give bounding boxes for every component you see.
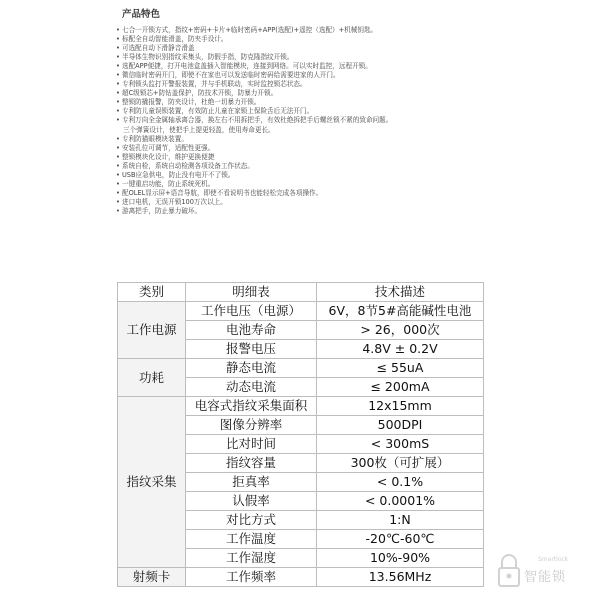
table-row bbox=[118, 568, 484, 587]
spec-cell: 1:N bbox=[317, 511, 484, 530]
feature-item: • 专利锁头监打开警报装置，并与手机联动，实时监控锁芯状态。 bbox=[116, 80, 307, 89]
item-cell: 报警电压 bbox=[186, 340, 317, 359]
table-header-row bbox=[118, 283, 484, 302]
watermark-text: 智能锁 bbox=[524, 570, 567, 585]
spec-cell: ≤ 200mA bbox=[317, 378, 484, 397]
spec-cell: ≤ 55uA bbox=[317, 359, 484, 378]
header-item: 明细表 bbox=[186, 283, 317, 302]
spec-cell: -20℃-60℃ bbox=[317, 530, 484, 549]
section-title: 产品特色 bbox=[122, 9, 161, 20]
feature-item: • 超C级锁芯+防钻盖保护，防技术开锁，防暴力开锁。 bbox=[116, 89, 278, 98]
spec-cell: 13.56MHz bbox=[317, 568, 484, 587]
item-cell: 工作频率 bbox=[186, 568, 317, 587]
table-row bbox=[118, 397, 484, 416]
spec-cell: 10%-90% bbox=[317, 549, 484, 568]
feature-item: • 标配全自动智能滑盖，防夹手设计。 bbox=[116, 35, 228, 44]
feature-item: • 七合一开锁方式，指纹+密码+卡片+临时密码+APP(选配)+遥控（选配）+机械钥匙。 bbox=[116, 26, 378, 34]
feature-item-continued: 三个弹簧设计，使把手上提更轻盈，使用寿命更长。 bbox=[123, 125, 275, 134]
spec-cell: 500DPI bbox=[317, 416, 484, 435]
watermark bbox=[494, 546, 594, 596]
header-category: 类别 bbox=[118, 283, 186, 302]
header-spec: 技术描述 bbox=[317, 283, 484, 302]
spec-cell: < 0.1% bbox=[317, 473, 484, 492]
item-cell: 工作电压（电源） bbox=[186, 302, 317, 321]
feature-list bbox=[116, 26, 496, 216]
feature-item: • 配OLEL显示屏+语音导航，即使不看说明书也能轻松完成各项操作。 bbox=[116, 188, 323, 197]
lock-logo-icon bbox=[496, 552, 522, 592]
feature-item: • 整锁防撬报警，防夹设计，杜绝一切暴力开锁。 bbox=[116, 98, 261, 107]
table-row bbox=[118, 302, 484, 321]
spec-cell: < 300mS bbox=[317, 435, 484, 454]
feature-item: • 游离把手，防止暴力破坏。 bbox=[116, 206, 202, 215]
spec-cell: < 0.0001% bbox=[317, 492, 484, 511]
item-cell: 认假率 bbox=[186, 492, 317, 511]
feature-item: • 微信临时密码开门，即使不在家也可以发送临时密码给需要进家的人开门。 bbox=[116, 71, 340, 80]
item-cell: 指纹容量 bbox=[186, 454, 317, 473]
table-row bbox=[118, 359, 484, 378]
item-cell: 对比方式 bbox=[186, 511, 317, 530]
item-cell: 工作温度 bbox=[186, 530, 317, 549]
item-cell: 拒真率 bbox=[186, 473, 317, 492]
category-cell: 工作电源 bbox=[118, 302, 186, 359]
spec-cell: > 26，000次 bbox=[317, 321, 484, 340]
spec-cell: 300枚（可扩展） bbox=[317, 454, 484, 473]
spec-table bbox=[117, 282, 484, 587]
item-cell: 图像分辨率 bbox=[186, 416, 317, 435]
item-cell: 动态电流 bbox=[186, 378, 317, 397]
feature-item: • 安装孔位可调节，适配性更强。 bbox=[116, 143, 215, 152]
item-cell: 电池寿命 bbox=[186, 321, 317, 340]
spec-cell: 6V，8节5#高能碱性电池 bbox=[317, 302, 484, 321]
feature-item: • 专利万向全金属轴承离合器，换左右不用拆把手，有效杜绝拆把手后螺丝锁不紧的致命问题。 bbox=[116, 116, 393, 125]
category-cell: 功耗 bbox=[118, 359, 186, 397]
item-cell: 静态电流 bbox=[186, 359, 317, 378]
item-cell: 电容式指纹采集面积 bbox=[186, 397, 317, 416]
feature-item: • 专利防儿童误锁装置，有效防止儿童在家锁上保险舌后无法开门。 bbox=[116, 107, 314, 116]
category-cell: 指纹采集 bbox=[118, 397, 186, 568]
feature-item: • 可选配自动下滑静音滑盖 bbox=[116, 44, 195, 53]
feature-item: • 进口电机，无误开锁100万次以上。 bbox=[116, 197, 227, 206]
feature-item: • 半导体生物识别指纹采集头，防假手指，防克隆指纹开锁。 bbox=[116, 53, 294, 62]
feature-item: • 专利防猫眼模块装置。 bbox=[116, 134, 188, 143]
watermark-sub: Smartlock bbox=[538, 556, 569, 563]
spec-cell: 12x15mm bbox=[317, 397, 484, 416]
category-cell: 射频卡 bbox=[118, 568, 186, 587]
feature-item: • 整锁模块化设计，维护更换便捷 bbox=[116, 152, 215, 161]
feature-item: • 系统自检，系统自动检测各项设备工作状态。 bbox=[116, 161, 254, 170]
feature-item: • USB应急供电，防止没有电开不了锁。 bbox=[116, 170, 235, 179]
spec-cell: 4.8V ± 0.2V bbox=[317, 340, 484, 359]
item-cell: 比对时间 bbox=[186, 435, 317, 454]
item-cell: 工作湿度 bbox=[186, 549, 317, 568]
feature-item: • 一键重启功能，防止系统死机。 bbox=[116, 179, 215, 188]
feature-item: • 选配APP便捷，打开电池盒盖插入智能模块，连接到网络。可以实时监控，远程开锁。 bbox=[116, 62, 372, 71]
